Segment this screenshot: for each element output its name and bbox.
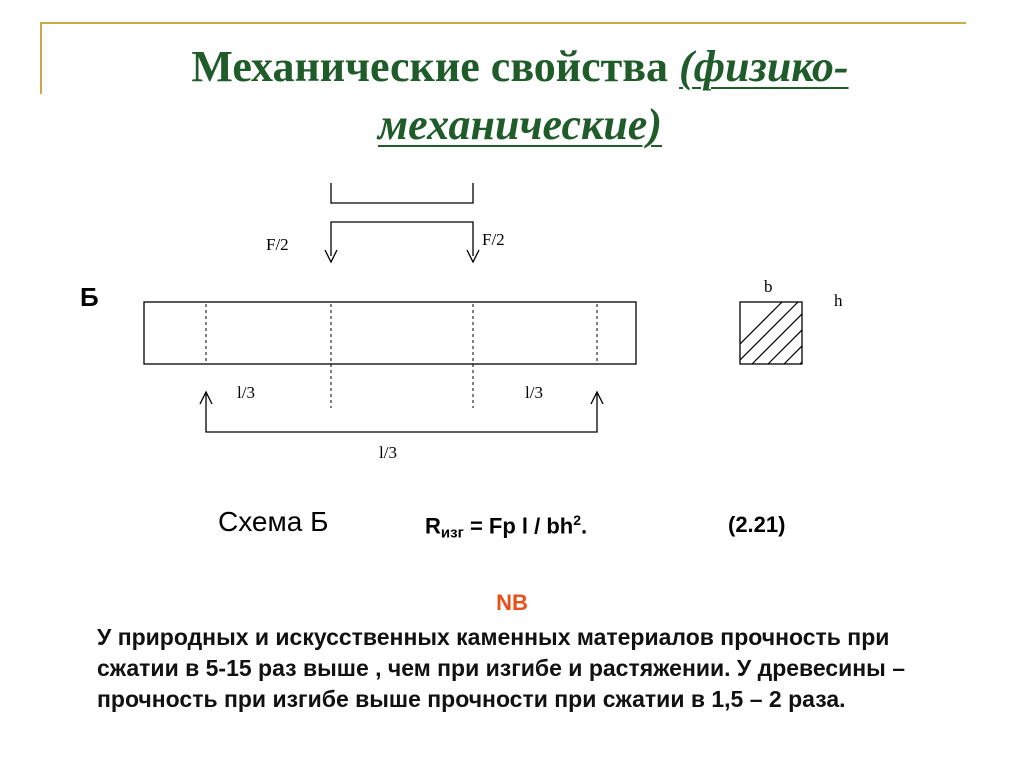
section-label: Б	[80, 282, 99, 312]
cross-section-width-label: b	[764, 277, 773, 296]
load-arrows	[325, 250, 479, 262]
nb-heading: NB	[496, 590, 528, 615]
load-frame	[331, 183, 473, 256]
equation-number: (2.21)	[728, 512, 786, 537]
title-emphasis-line2: механические)	[378, 100, 662, 149]
cross-section	[720, 302, 862, 364]
formula-period: .	[581, 513, 588, 539]
span-label-left: l/3	[237, 383, 255, 402]
beam	[144, 302, 636, 364]
note-paragraph: У природных и искусственных каменных материалов прочность при сжатии в 5-15 раз выше , чем при изгибе и растяжении. У древесины – прочность при изгибе выше прочности при сжатии в 1,5 – 2 раза.	[97, 624, 906, 712]
load-label-right: F/2	[482, 230, 505, 249]
formula-exponent: 2	[573, 512, 582, 528]
cross-section-height-label: h	[834, 291, 843, 310]
formula-symbol: R	[425, 513, 441, 539]
span-label-total: l/3	[379, 443, 397, 462]
load-label-left: F/2	[266, 235, 289, 254]
formula-equals: =	[463, 513, 489, 539]
schema-label: Схема Б	[218, 506, 329, 537]
formula-subscript: изг	[440, 524, 464, 542]
beam-division-lines	[206, 304, 597, 362]
formula-row	[0, 506, 1024, 546]
bending-strength-formula	[425, 512, 587, 541]
title-main: Механические свойства	[191, 42, 680, 91]
title-emphasis-line1: (физико-	[679, 42, 849, 91]
span-label-right: l/3	[525, 383, 543, 402]
formula-expression: Fp l / bh	[488, 513, 574, 539]
